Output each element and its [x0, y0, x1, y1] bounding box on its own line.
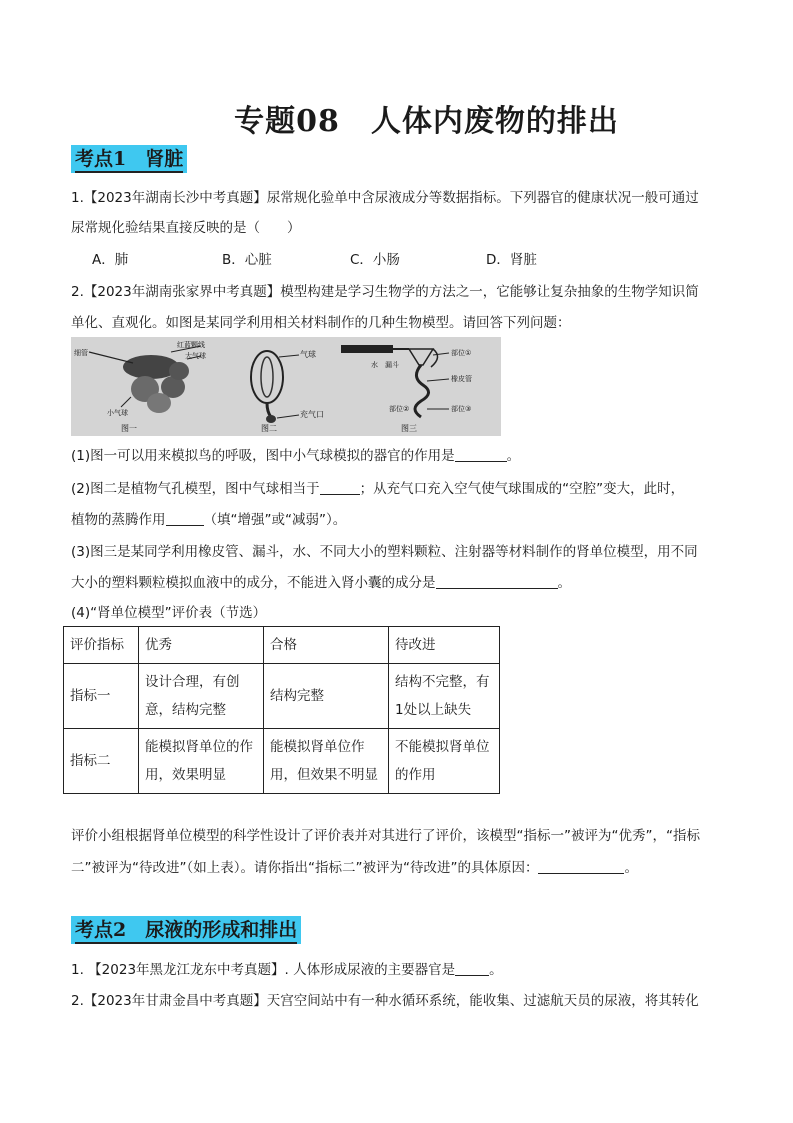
question-2-part-3-line-2	[71, 571, 571, 591]
answer-blank	[166, 511, 204, 526]
table-header-cell: 优秀	[139, 627, 264, 664]
section-heading-label: 考点2 尿液的形成和排出	[75, 919, 297, 944]
question-2-part-4: (4)“肾单位模型”评价表（节选）	[71, 605, 267, 621]
question-1-line-1: 1.【2023年湖南长沙中考真题】尿常规化验单中含尿液成分等数据指标。下列器官的健康状况一般可通过	[71, 190, 699, 206]
part-3-text: 大小的塑料颗粒模拟血液中的成分，不能进入肾小囊的成分是	[71, 575, 436, 591]
part-2-text-a: (2)图二是植物气孔模型，图中气球相当于	[71, 481, 320, 497]
table-row	[64, 729, 500, 794]
figure-1-caption: 图一	[121, 424, 137, 433]
option-c: C．小肠	[350, 252, 400, 268]
question-4-line-1: 2.【2023年甘肃金昌中考真题】天宫空间站中有一种水循环系统，能收集、过滤航天员的尿液，将其转化	[71, 993, 699, 1009]
evaluation-table	[63, 626, 500, 794]
option-a: A．肺	[92, 252, 129, 268]
question-2-part-2-line-1	[71, 477, 684, 497]
question-1-line-2: 尿常规化验结果直接反映的是（ ）	[71, 220, 301, 236]
part-1-end: 。	[506, 448, 521, 464]
question-3-line	[71, 958, 503, 978]
part-2-text-b: ；从充气口充入空气使气球围成的“空腔”变大，此时，	[359, 481, 685, 497]
answer-blank	[436, 574, 558, 589]
table-header-cell: 评价指标	[64, 627, 139, 664]
figure-3-label-part-3: 部位③	[451, 405, 472, 413]
table-cell: 指标二	[64, 729, 139, 794]
table-row	[64, 664, 500, 729]
answer-blank	[455, 961, 489, 976]
figure-3-label-part-2: 部位②	[389, 405, 410, 413]
figure-2-label-balloon: 气球	[300, 350, 316, 359]
section-heading-kidney	[71, 145, 187, 173]
after-text: 二”被评为“待改进”（如上表）。请你指出“指标二”被评为“待改进”的具体原因：	[71, 860, 539, 876]
section-heading-label: 考点1 肾脏	[75, 148, 183, 173]
question-2-part-2-line-2	[71, 508, 346, 528]
table-header-cell: 待改进	[389, 627, 500, 664]
question-2-after-line-2	[71, 856, 638, 876]
question-2-part-3-line-1: (3)图三是某同学利用橡皮管、漏斗，水、不同大小的塑料颗粒、注射器等材料制作的肾单位模型，用不同	[71, 544, 698, 560]
part-1-text: (1)图一可以用来模拟鸟的呼吸，图中小气球模拟的器官的作用是	[71, 448, 455, 464]
answer-blank	[320, 480, 360, 495]
figure-3-label-water: 水	[371, 361, 378, 369]
section-heading-urine	[71, 916, 301, 944]
table-cell: 结构不完整，有1处以上缺失	[389, 664, 500, 729]
question-3-text: 1. 【2023年黑龙江龙东中考真题】. 人体形成尿液的主要器官是	[71, 962, 456, 978]
table-cell: 结构完整	[264, 664, 389, 729]
figure-3-label-part-1: 部位①	[451, 349, 472, 357]
figure-3-label-funnel: 漏斗	[385, 361, 399, 369]
table-cell: 能模拟肾单位的作用，效果明显	[139, 729, 264, 794]
question-2-line-2: 单化、直观化。如图是某同学利用相关材料制作的几种生物模型。请回答下列问题：	[71, 315, 571, 331]
table-header-row	[64, 627, 500, 664]
part-3-end: 。	[557, 575, 571, 591]
option-d: D．肾脏	[486, 252, 537, 268]
answer-blank	[455, 447, 507, 462]
table-cell: 不能模拟肾单位的作用	[389, 729, 500, 794]
table-header-cell: 合格	[264, 627, 389, 664]
question-2-line-1: 2.【2023年湖南张家界中考真题】模型构建是学习生物学的方法之一，它能够让复杂抽象的生物学知识简	[71, 284, 699, 300]
table-cell: 能模拟肾单位作用，但效果不明显	[264, 729, 389, 794]
answer-blank	[538, 859, 624, 874]
table-cell: 指标一	[64, 664, 139, 729]
after-end: 。	[624, 860, 638, 876]
figure-3-label-rubber-tube: 橡皮管	[451, 375, 472, 383]
question-2-after-line-1: 评价小组根据肾单位模型的科学性设计了评价表并对其进行了评价，该模型“指标一”被评为“优秀”，“指标	[71, 828, 700, 844]
question-3-end: 。	[489, 962, 503, 978]
table-cell: 设计合理，有创意，结构完整	[139, 664, 264, 729]
figure-2-label-inlet: 充气口	[300, 410, 324, 419]
figure-1-label-small-balloon: 小气球	[107, 409, 128, 417]
page-title: 专题08 人体内废物的排出	[234, 104, 619, 139]
biology-models-figure	[71, 337, 501, 436]
figure-1-label-lines: 红蓝颗线	[177, 341, 205, 349]
figure-3-caption: 图三	[401, 424, 417, 433]
part-2-text-d: （填“增强”或“减弱”）。	[203, 512, 347, 528]
part-2-text-c: 植物的蒸腾作用	[71, 512, 166, 528]
figure-2-caption: 图二	[261, 424, 277, 433]
option-b: B．心脏	[222, 252, 272, 268]
question-2-part-1	[71, 444, 520, 464]
figure-1-label-big-balloon: 大气球	[185, 352, 206, 360]
figure-1-label-tube: 细管	[74, 349, 88, 357]
